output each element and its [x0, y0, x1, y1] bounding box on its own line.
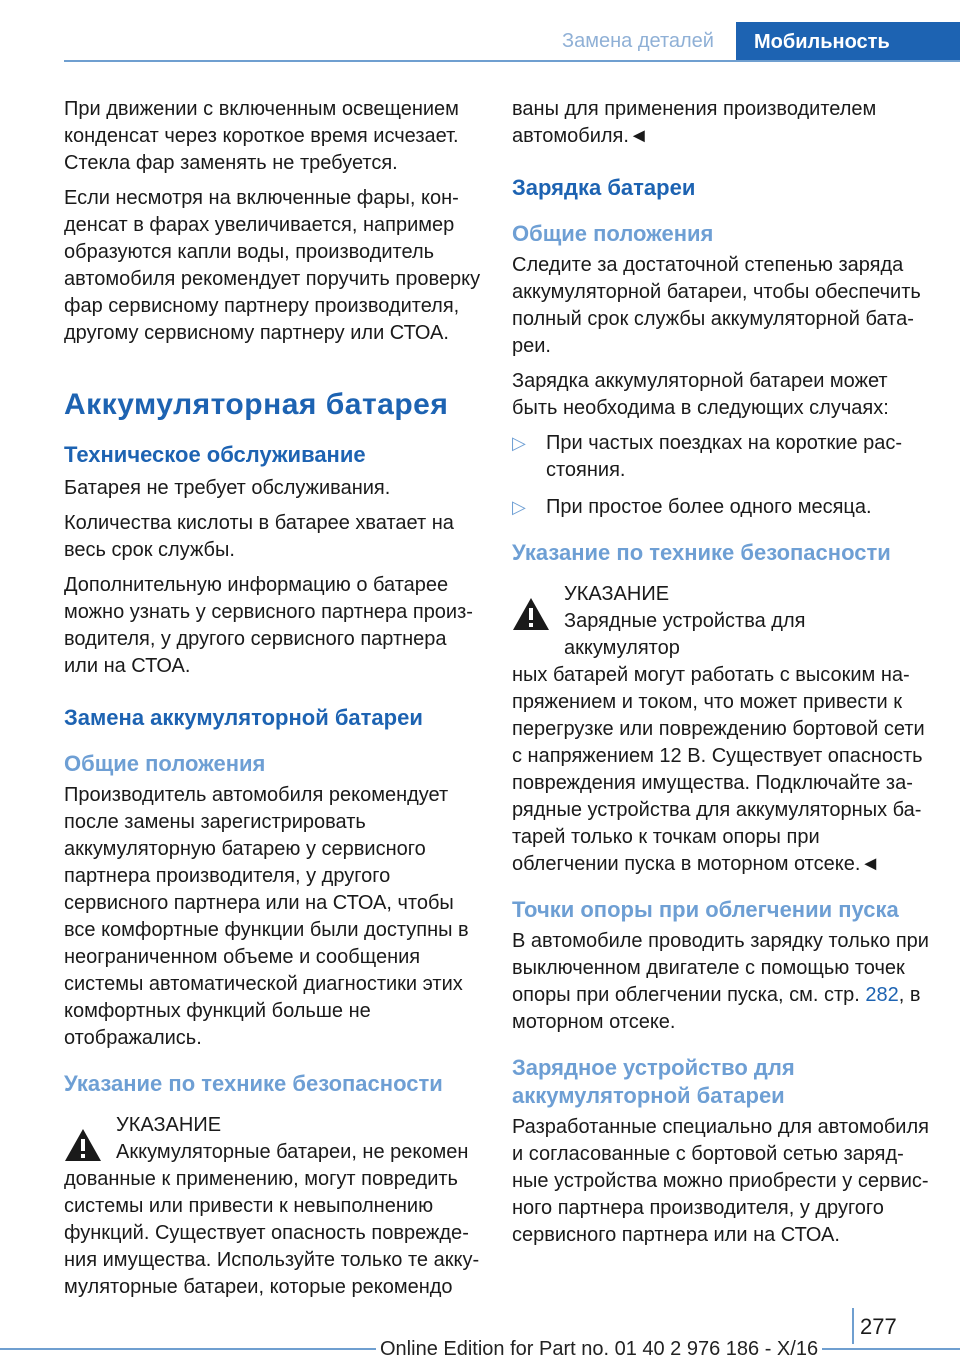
warning-block	[512, 581, 930, 878]
paragraph: Разработанные специально для автомобиля и согласованные с бортовой сетью зарядные устройства можно приобрести у сервисного партнера производителя, у другого сервисного партнера или на СТОА.	[512, 1116, 929, 1246]
subsection-title-charging: Зарядка батареи	[512, 175, 696, 200]
heading-safety: Указание по технике безопасности	[64, 1071, 443, 1096]
heading-general: Общие положения	[64, 751, 266, 776]
list-item-text: При частых поездках на короткие расстояния.	[546, 432, 903, 481]
warning-triangle-icon	[512, 597, 550, 631]
list-item-text: При простое более одного месяца.	[546, 496, 872, 518]
left-column	[64, 96, 482, 1301]
page-reference-link[interactable]: 282	[865, 984, 899, 1006]
paragraph: Производитель автомобиля рекомендует после замены зарегистрировать аккумуляторную батарею у сервисного партнера производителя, у другого сервисного партнера или на СТОА, чтобы все комфортные функции были доступны в неограниченном объеме и сообщения системы автоматической диагностики этих комфортных функций больше не отображались.	[64, 784, 469, 1049]
paragraph: ваны для применения производителем автомобиля.◄	[512, 98, 877, 147]
paragraph	[512, 928, 930, 1036]
warning-text-rest: ных батарей могут работать с высоким напряжением и током, что может привести к перегрузке или повреждению бортовой сети с напряжением 12 В. Существует опасность повреждения имущества. Подключайте зарядные устройства для аккумуляторных батарей только к точкам опоры при облегчении пуска в моторном отсеке.◄	[512, 664, 925, 875]
list-item	[512, 430, 930, 484]
right-column	[512, 96, 930, 1257]
paragraph: Дополнительную информацию о батарее можно узнать у сервисного партнера производителя, у другого сервисного партнера или на СТОА.	[64, 574, 473, 677]
subsection-title-replacement: Замена аккумуляторной батареи	[64, 705, 423, 730]
tab-parts-replacement[interactable]: Замена деталей	[562, 30, 714, 52]
warning-triangle-icon	[64, 1128, 102, 1162]
warning-block	[64, 1112, 482, 1301]
warning-title: УКАЗАНИЕ	[564, 583, 670, 605]
paragraph: Батарея не требует обслуживания.	[64, 477, 391, 499]
page-header	[0, 0, 960, 60]
paragraph: При движении с включенным освещением конденсат через короткое время исчезает. Стекла фар заменять не требуется.	[64, 98, 459, 174]
heading-battery-charger: Зарядное устройство для аккумуляторной батареи	[512, 1055, 795, 1108]
warning-title: УКАЗАНИЕ	[116, 1114, 222, 1136]
section-title-battery: Аккумуляторная батарея	[64, 388, 449, 421]
heading-general: Общие положения	[512, 221, 714, 246]
warning-text-first: Зарядные устройства для аккумулятор	[564, 610, 806, 659]
subsection-title-maintenance: Техническое обслуживание	[64, 442, 366, 467]
bullet-triangle-icon: ▷	[512, 433, 526, 453]
paragraph-text: В автомобиле проводить зарядку только при выключенном двигателе с помощью точек опоры при облегчении пуска, см. стр.	[512, 930, 929, 1006]
heading-safety: Указание по технике безопасности	[512, 540, 891, 565]
paragraph: Количества кислоты в батарее хватает на весь срок службы.	[64, 512, 454, 561]
tab-mobility[interactable]: Мобильность	[736, 22, 960, 62]
heading-jump-start-points: Точки опоры при облегчении пуска	[512, 897, 899, 922]
paragraph: Если несмотря на включенные фары, конденсат в фарах увеличивается, например образуются капли воды, производитель автомобиля рекомендует поручить проверку фар сервисному партнеру производителя, другому сервисному партнеру или СТОА.	[64, 187, 481, 344]
edition-footer: Online Edition for Part no. 01 40 2 976 186 - X/16	[376, 1338, 822, 1361]
warning-text-rest: дованные к применению, могут повредить системы или привести к невыполнению функций. Существует опасность повреждения имущества. Используйте только те аккумуляторные батареи, которые рекомендо	[64, 1168, 480, 1298]
footer-divider-vertical	[852, 1308, 854, 1344]
paragraph-text: , в моторном отсеке.	[512, 984, 921, 1033]
paragraph: Следите за достаточной степенью заряда аккумуляторной батареи, чтобы обеспечить полный срок службы аккумуляторной батареи.	[512, 254, 921, 357]
paragraph: Зарядка аккумуляторной батареи может быть необходима в следующих случаях:	[512, 370, 889, 419]
list-item	[512, 494, 930, 521]
bullet-triangle-icon: ▷	[512, 497, 526, 517]
warning-text-first: Аккумуляторные батареи, не рекомен	[116, 1141, 469, 1163]
page-number: 277	[860, 1314, 897, 1339]
header-divider	[64, 60, 960, 62]
